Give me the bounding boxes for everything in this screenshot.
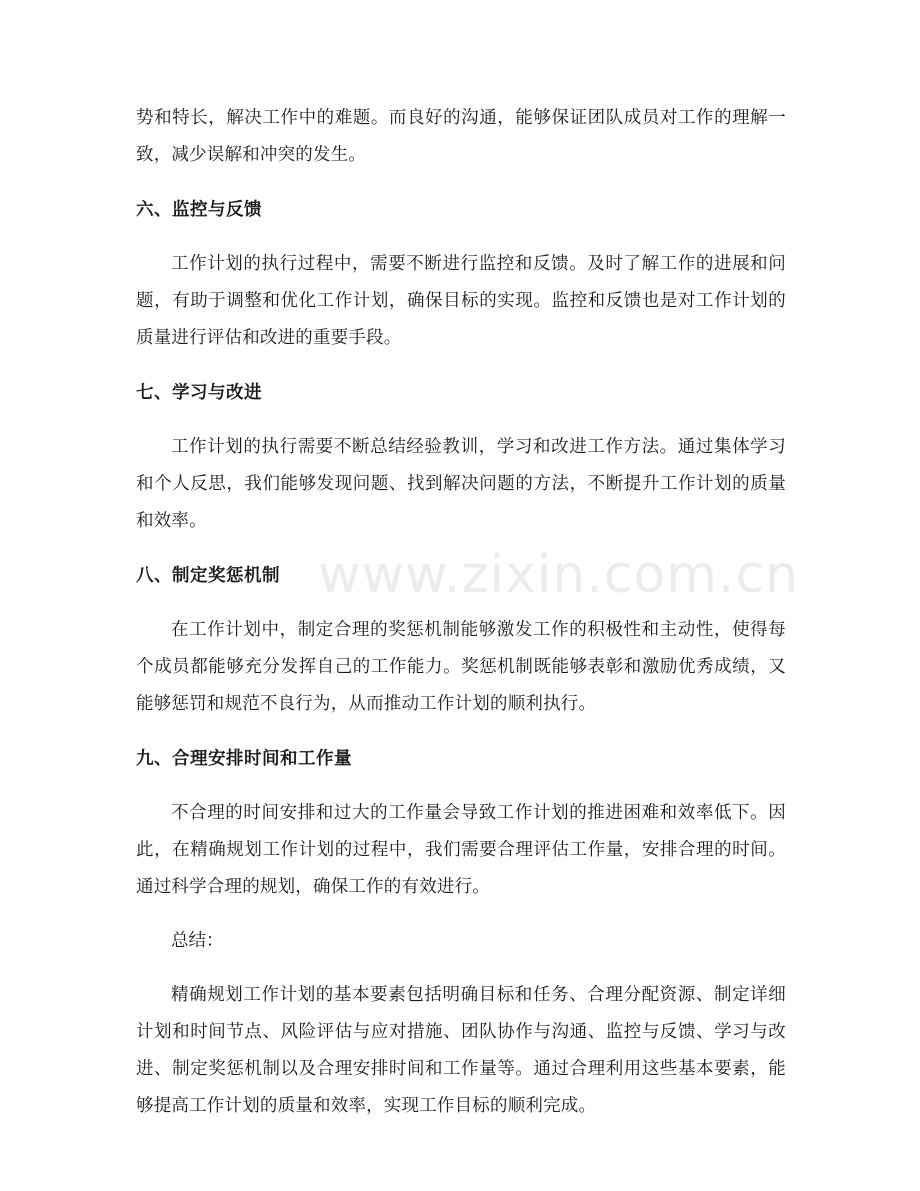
document-body — [136, 100, 786, 1125]
section-heading-rewards: 八、制定奖惩机制 — [136, 566, 280, 586]
section-heading-monitoring: 六、监控与反馈 — [136, 200, 262, 220]
section-body-time: 不合理的时间安排和过大的工作量会导致工作计划的推进困难和效率低下。因此，在精确规划工作计划的过程中，我们需要合理评估工作量，安排合理的时间。通过科学合理的规划，确保工作的有效进行。 — [136, 803, 786, 897]
section-heading-time: 九、合理安排时间和工作量 — [136, 749, 352, 769]
summary-label: 总结： — [171, 931, 224, 951]
section-body-rewards: 在工作计划中，制定合理的奖惩机制能够激发工作的积极性和主动性，使得每个成员都能够充分发挥自己的工作能力。奖惩机制既能够表彰和激励优秀成绩，又能够惩罚和规范不良行为，从而推动工作计划的顺利执行。 — [136, 620, 786, 714]
section-body-monitoring: 工作计划的执行过程中，需要不断进行监控和反馈。及时了解工作的进展和问题，有助于调整和优化工作计划，确保目标的实现。监控和反馈也是对工作计划的质量进行评估和改进的重要手段。 — [136, 254, 786, 348]
intro-paragraph: 势和特长，解决工作中的难题。而良好的沟通，能够保证团队成员对工作的理解一致，减少误解和冲突的发生。 — [136, 108, 786, 165]
section-heading-learning: 七、学习与改进 — [136, 383, 262, 403]
watermark: www.zixin.com.cn — [318, 545, 799, 605]
section-body-learning: 工作计划的执行需要不断总结经验教训，学习和改进工作方法。通过集体学习和个人反思，我们能够发现问题、找到解决问题的方法，不断提升工作计划的质量和效率。 — [136, 437, 786, 531]
summary-body: 精确规划工作计划的基本要素包括明确目标和任务、合理分配资源、制定详细计划和时间节点、风险评估与应对措施、团队协作与沟通、监控与反馈、学习与改进、制定奖惩机制以及合理安排时间和工作量等。通过合理利用这些基本要素，能够提高工作计划的质量和效率，实现工作目标的顺利完成。 — [136, 985, 786, 1116]
